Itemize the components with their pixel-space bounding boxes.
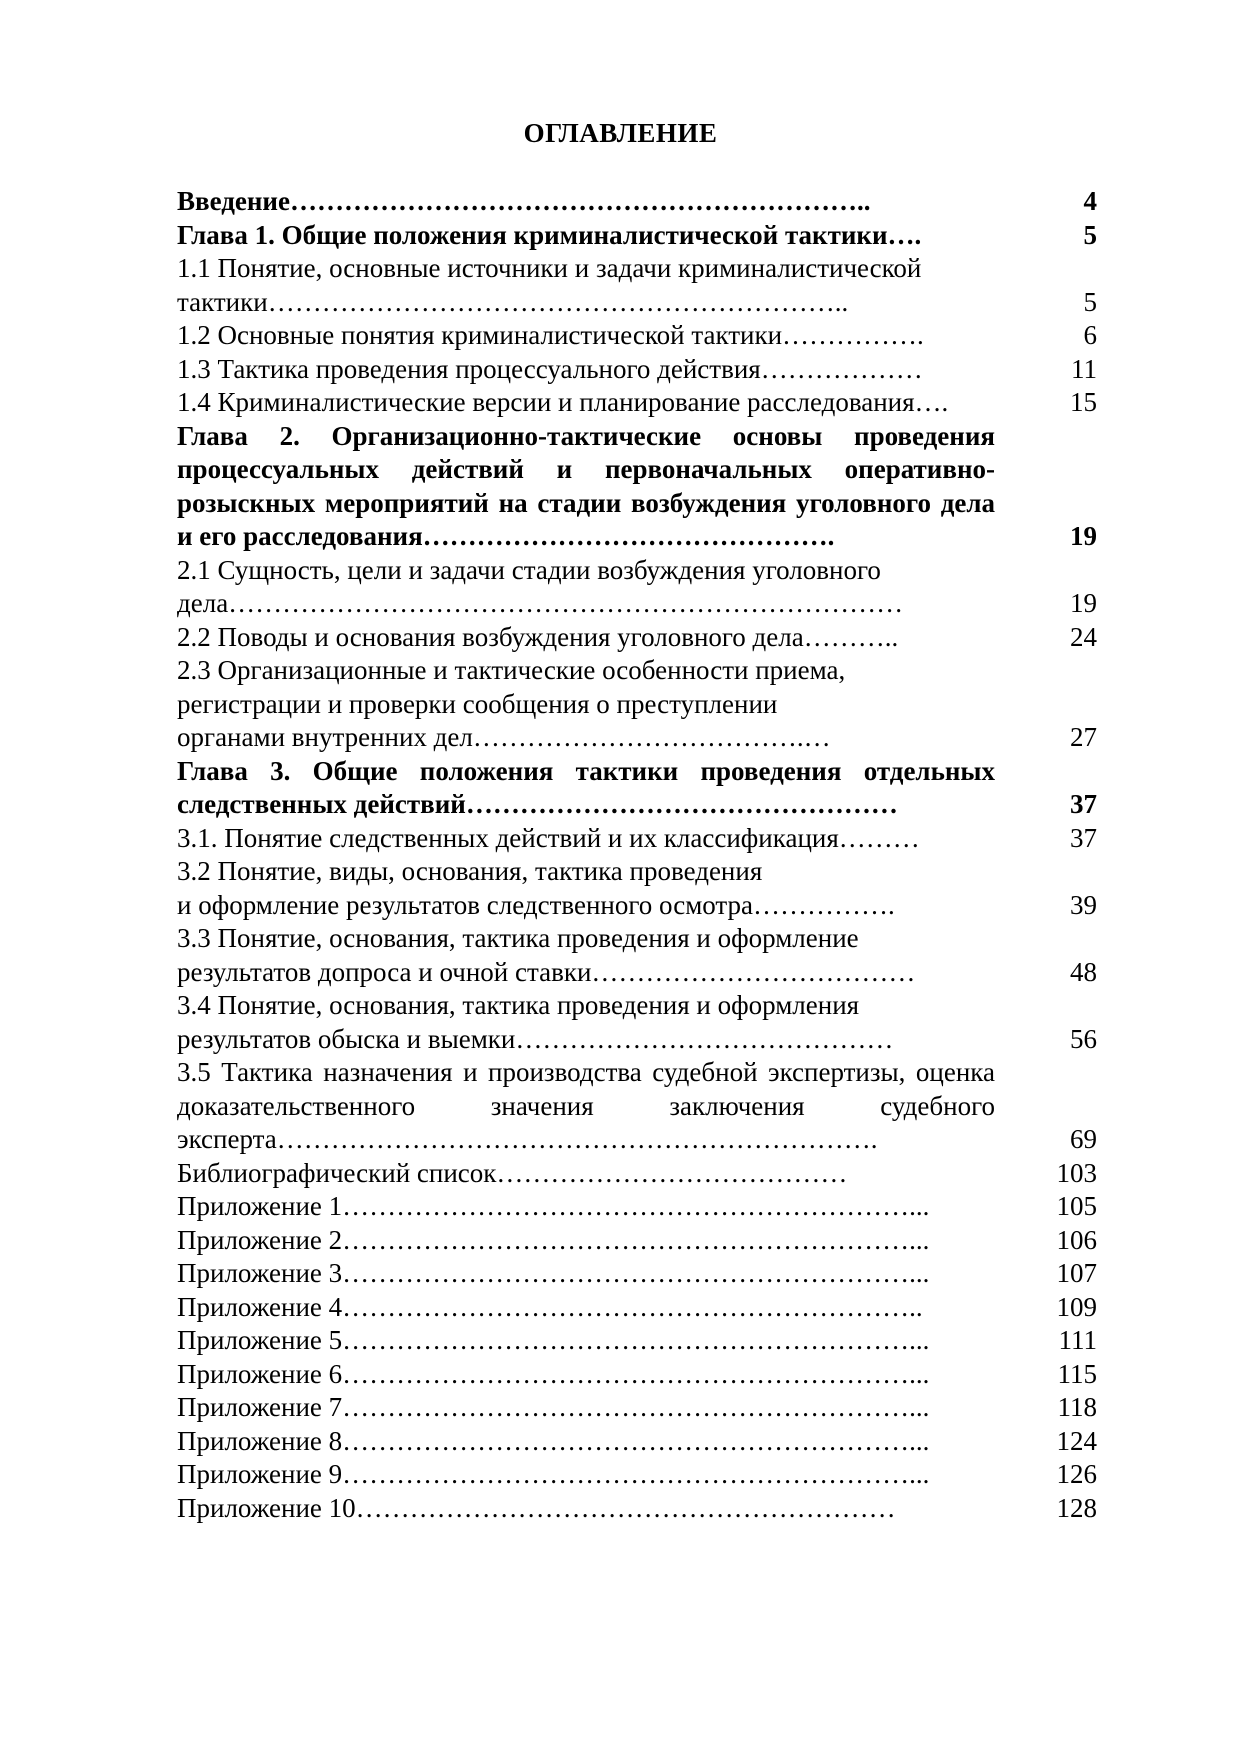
- toc-entry-page-number: 56: [1070, 1023, 1097, 1054]
- toc-entry[interactable]: [177, 1425, 1097, 1459]
- toc-entry[interactable]: [177, 922, 1097, 989]
- toc-entry-title: 1.1 Понятие, основные источники и задачи криминалистической тактики………………………………………………………..: [177, 253, 922, 317]
- toc-entry-title: Введение………………………………………………………..: [177, 186, 871, 216]
- toc-entry[interactable]: [177, 755, 1097, 822]
- toc-entry-page-number: 106: [1056, 1224, 1097, 1255]
- toc-entry-page-number: 39: [1070, 889, 1097, 920]
- toc-entry-page-number: 103: [1056, 1157, 1097, 1188]
- toc-entry-page-number: 37: [1070, 789, 1097, 819]
- toc-entry-title: Приложение 8………………………………………………………...: [177, 1425, 930, 1456]
- toc-entry-title: Глава 1. Общие положения криминалистической тактики….: [177, 219, 922, 250]
- toc-entry-page-number: 115: [1057, 1358, 1097, 1389]
- toc-entry[interactable]: [177, 654, 1097, 755]
- toc-entry-page-number: 109: [1056, 1291, 1097, 1322]
- toc-entry[interactable]: [177, 252, 1097, 319]
- toc-entry-page-number: 37: [1070, 822, 1097, 853]
- toc-entry-title: Приложение 4………………………………………………………..: [177, 1291, 923, 1322]
- toc-entry[interactable]: [177, 353, 1097, 387]
- toc-entry-title: 2.3 Организационные и тактические особенности приема, регистрации и проверки сообщения о преступлении органами внутренних дел……………………………….…: [177, 655, 846, 752]
- toc-entry[interactable]: [177, 219, 1097, 253]
- toc-entry-page-number: 69: [1070, 1124, 1097, 1154]
- toc-entry-title: 1.3 Тактика проведения процессуального действия………………: [177, 353, 923, 384]
- toc-entry-title: 1.2 Основные понятия криминалистической тактики…………….: [177, 320, 924, 350]
- toc-entry-page-number: 5: [1083, 219, 1097, 250]
- toc-entry-page-number: 4: [1083, 186, 1097, 216]
- toc-entry-page-number: 15: [1070, 387, 1097, 417]
- toc-entry-title: Приложение 9………………………………………………………...: [177, 1459, 930, 1489]
- toc-entry[interactable]: [177, 621, 1097, 655]
- toc-entry-page-number: 48: [1070, 956, 1097, 987]
- toc-entry-title: Глава 3. Общие положения тактики проведения отдельных следственных действий…………………………………………: [177, 755, 995, 819]
- toc-entry-title: Приложение 2………………………………………………………...: [177, 1224, 930, 1255]
- toc-entry-page-number: 126: [1056, 1459, 1097, 1489]
- toc-entry[interactable]: [177, 386, 1097, 420]
- toc-entry-page-number: 19: [1070, 521, 1097, 551]
- toc-entry[interactable]: [177, 1157, 1097, 1191]
- toc-entry-title: Приложение 7………………………………………………………...: [177, 1392, 930, 1422]
- toc-entry-page-number: 24: [1070, 621, 1097, 652]
- toc-entry-page-number: 128: [1056, 1492, 1097, 1523]
- toc-entry-title: 2.2 Поводы и основания возбуждения уголовного дела………..: [177, 621, 899, 652]
- toc-entry[interactable]: [177, 989, 1097, 1056]
- toc-entry-title: Приложение 10……………………………………………………: [177, 1492, 896, 1523]
- toc-entry[interactable]: [177, 319, 1097, 353]
- toc-entry-title: 3.1. Понятие следственных действий и их классификация………: [177, 822, 920, 853]
- toc-entry[interactable]: [177, 855, 1097, 922]
- toc-entry-page-number: 11: [1071, 353, 1097, 384]
- toc-entry-title: 3.5 Тактика назначения и производства судебной экспертизы, оценка доказательственного значения заключения судебного эксперта………………………………………………………….: [177, 1057, 995, 1154]
- toc-entry[interactable]: [177, 1190, 1097, 1224]
- toc-entry-page-number: 107: [1056, 1258, 1097, 1288]
- page-title: ОГЛАВЛЕНИЕ: [523, 118, 718, 148]
- table-of-contents: [177, 185, 1097, 1525]
- toc-entry-page-number: 27: [1070, 722, 1097, 752]
- toc-entry-page-number: 105: [1056, 1191, 1097, 1221]
- toc-entry-title: 3.3 Понятие, основания, тактика проведения и оформление результатов допроса и очной ставки………………………………: [177, 923, 916, 987]
- toc-entry-page-number: 111: [1058, 1325, 1097, 1355]
- toc-entry[interactable]: [177, 822, 1097, 856]
- toc-entry-title: Библиографический список…………………………………: [177, 1157, 848, 1188]
- toc-entry[interactable]: [177, 1458, 1097, 1492]
- toc-entry-title: Приложение 6………………………………………………………...: [177, 1358, 930, 1389]
- toc-entry-page-number: 5: [1083, 286, 1097, 317]
- toc-entry[interactable]: [177, 1224, 1097, 1258]
- toc-entry[interactable]: [177, 554, 1097, 621]
- toc-entry[interactable]: [177, 1492, 1097, 1526]
- toc-entry-title: Приложение 5………………………………………………………...: [177, 1325, 930, 1355]
- toc-entry[interactable]: [177, 1324, 1097, 1358]
- toc-entry-page-number: 118: [1057, 1392, 1097, 1422]
- toc-entry-page-number: 19: [1070, 588, 1097, 618]
- toc-entry[interactable]: [177, 1391, 1097, 1425]
- toc-entry-title: 1.4 Криминалистические версии и планирование расследования….: [177, 387, 949, 417]
- toc-entry[interactable]: [177, 1056, 1097, 1157]
- toc-entry-title: Приложение 3………………………………………………………...: [177, 1258, 930, 1288]
- toc-entry-title: 3.4 Понятие, основания, тактика проведения и оформления результатов обыска и выемки……………………………………: [177, 990, 894, 1054]
- toc-entry[interactable]: [177, 1257, 1097, 1291]
- toc-entry-title: 3.2 Понятие, виды, основания, тактика проведения и оформление результатов следственного осмотра…………….: [177, 856, 895, 920]
- toc-entry-title: 2.1 Сущность, цели и задачи стадии возбуждения уголовного дела…………………………………………………………………: [177, 554, 904, 618]
- toc-entry-page-number: 124: [1056, 1425, 1097, 1456]
- toc-entry-title: Глава 2. Организационно-тактические основы проведения процессуальных действий и первоначальных оперативно-розыскных мероприятий на стадии возбуждения уголовного дела и его расследования……………………………………….: [177, 420, 995, 551]
- toc-entry[interactable]: [177, 185, 1097, 219]
- toc-entry[interactable]: [177, 1291, 1097, 1325]
- toc-entry[interactable]: [177, 420, 1097, 554]
- toc-entry-page-number: 6: [1083, 320, 1097, 350]
- toc-entry[interactable]: [177, 1358, 1097, 1392]
- toc-entry-title: Приложение 1………………………………………………………...: [177, 1191, 930, 1221]
